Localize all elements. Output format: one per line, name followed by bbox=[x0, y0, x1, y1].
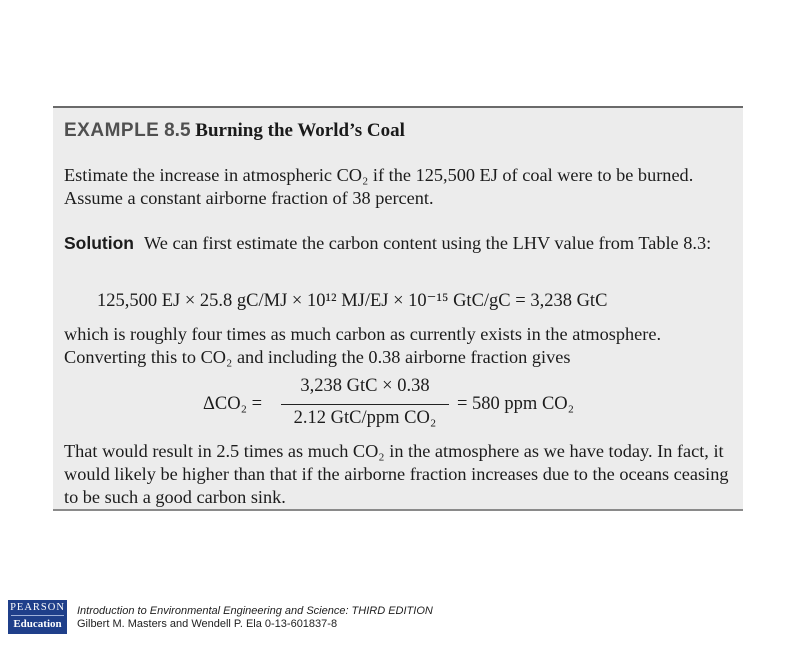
example-box bbox=[53, 106, 743, 511]
equation-fraction bbox=[281, 376, 449, 432]
example-label: EXAMPLE bbox=[64, 120, 160, 141]
pearson-logo bbox=[8, 600, 67, 634]
fraction-bar bbox=[281, 404, 449, 405]
fraction-numerator: 3,238 GtC × 0.38 bbox=[300, 376, 430, 396]
paragraph-conversion: which is roughly four times as much carbon as currently exists in the atmosphere. Converting this to CO₂ and including the 0.38 airborne fraction gives bbox=[64, 324, 662, 367]
book-authors: Gilbert M. Masters and Wendell P. Ela 0-13-601837-8 bbox=[77, 618, 338, 630]
solution-intro: We can first estimate the carbon content using the LHV value from Table 8.3: bbox=[143, 233, 712, 253]
solution-paragraph bbox=[64, 232, 736, 255]
footer-citation bbox=[77, 605, 433, 631]
solution-label: Solution bbox=[64, 233, 134, 253]
problem-statement: Estimate the increase in atmospheric CO₂ if the 125,500 EJ of coal were to be burned. Assume a constant airborne fraction of 38 percent. bbox=[64, 165, 694, 208]
example-header bbox=[64, 120, 405, 142]
equation-rhs: = 580 ppm CO₂ bbox=[457, 394, 575, 414]
example-title: Burning the World’s Coal bbox=[195, 120, 405, 141]
example-number: 8.5 bbox=[164, 120, 191, 141]
logo-bottom-text: Education bbox=[13, 618, 62, 630]
equation-carbon-content: 125,500 EJ × 25.8 gC/MJ × 10¹² MJ/EJ × 10⁻¹⁵ GtC/gC = 3,238 GtC bbox=[97, 291, 608, 311]
book-title: Introduction to Environmental Engineering and Science: THIRD EDITION bbox=[77, 605, 433, 617]
conclusion-paragraph: That would result in 2.5 times as much CO₂ in the atmosphere as we have today. In fact, it would likely be higher than that if the airborne fraction increases due to the oceans ceasing to be such a good carbon sink. bbox=[64, 441, 729, 507]
equation-lhs: ΔCO₂ = bbox=[203, 394, 263, 414]
logo-divider bbox=[11, 615, 64, 616]
logo-top-text: PEARSON bbox=[10, 602, 65, 613]
fraction-denominator: 2.12 GtC/ppm CO₂ bbox=[293, 408, 437, 428]
